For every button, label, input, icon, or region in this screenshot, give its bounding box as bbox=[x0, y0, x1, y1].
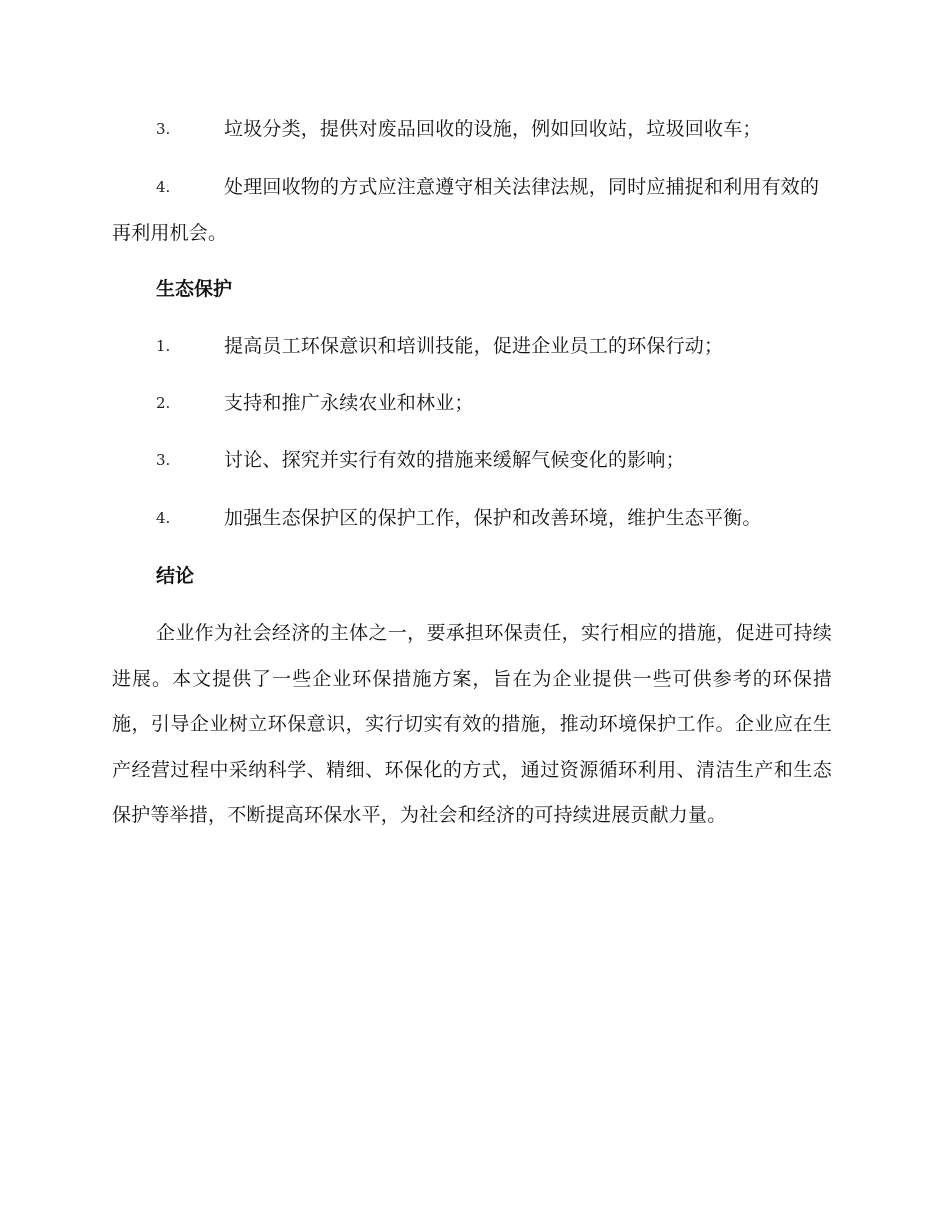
list-text: 支持和推广永续农业和林业； bbox=[224, 392, 474, 414]
list-text: 提高员工环保意识和培训技能，促进企业员工的环保行动； bbox=[224, 335, 724, 357]
list-number: 1. bbox=[156, 337, 171, 355]
list-number: 4. bbox=[156, 178, 171, 196]
list-number: 3. bbox=[156, 451, 171, 469]
section-heading-conclusion: 结论 bbox=[156, 565, 195, 587]
list-number: 4. bbox=[156, 509, 171, 527]
list-text: 加强生态保护区的保护工作，保护和改善环境，维护生态平衡。 bbox=[224, 507, 762, 529]
list-item bbox=[112, 437, 832, 483]
list-number: 2. bbox=[156, 394, 171, 412]
list-item bbox=[112, 106, 832, 152]
list-item bbox=[112, 164, 832, 256]
list-text: 处理回收物的方式应注意遵守相关法律法规，同时应捕捉和利用有效的再利用机会。 bbox=[112, 176, 820, 244]
list-item bbox=[112, 380, 832, 426]
section-heading-eco: 生态保护 bbox=[156, 278, 233, 300]
list-item bbox=[112, 495, 832, 541]
list-text: 垃圾分类，提供对废品回收的设施，例如回收站，垃圾回收车； bbox=[224, 118, 762, 140]
list-number: 3. bbox=[156, 120, 171, 138]
conclusion-paragraph: 企业作为社会经济的主体之一，要承担环保责任，实行相应的措施，促进可持续进展。本文提供了一些企业环保措施方案，旨在为企业提供一些可供参考的环保措施，引导企业树立环保意识，实行切实有效的措施，推动环境保护工作。企业应在生产经营过程中采纳科学、精细、环保化的方式，通过资源循环利用、清洁生产和生态保护等举措，不断提高环保水平，为社会和经济的可持续进展贡献力量。 bbox=[112, 622, 832, 826]
list-text: 讨论、探究并实行有效的措施来缓解气候变化的影响； bbox=[224, 449, 685, 471]
list-item bbox=[112, 323, 832, 369]
